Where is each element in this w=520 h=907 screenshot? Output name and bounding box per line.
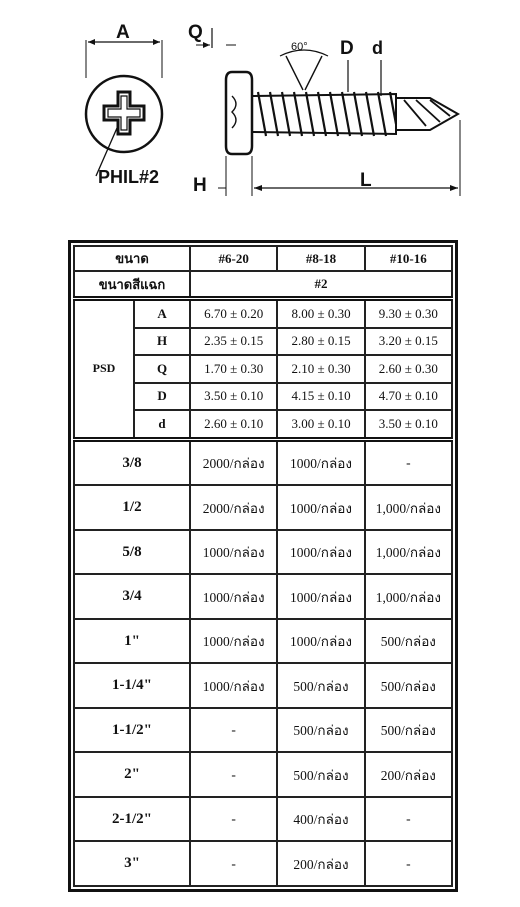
qty-cell: 1000/กล่อง [277,485,364,530]
dim-value: 1.70 ± 0.30 [190,355,277,383]
qty-cell: - [365,439,452,485]
length-label: 3" [74,841,190,886]
drill-label: ขนาดสีแฉก [74,271,190,298]
screw-technical-drawing [0,0,520,215]
qty-cell: 500/กล่อง [365,708,452,753]
size-10-16: #10-16 [365,246,452,271]
length-label: 2" [74,752,190,797]
dim-value: 3.00 ± 0.10 [277,410,364,439]
qty-cell: 400/กล่อง [277,797,364,842]
drill-value: #2 [190,271,452,298]
qty-cell: 2000/กล่อง [190,485,277,530]
table-row [74,619,452,664]
dim-value: 2.35 ± 0.15 [190,328,277,356]
dim-value: 3.50 ± 0.10 [190,383,277,411]
dim-value: 2.60 ± 0.30 [365,355,452,383]
qty-cell: - [190,797,277,842]
dim-label: A [134,298,190,327]
qty-cell: - [190,708,277,753]
qty-cell: - [190,752,277,797]
qty-cell: 1000/กล่อง [190,530,277,575]
dim-value: 8.00 ± 0.30 [277,298,364,327]
dim-value: 2.60 ± 0.10 [190,410,277,439]
qty-cell: 1000/กล่อง [277,574,364,619]
qty-cell: 1,000/กล่อง [365,574,452,619]
qty-cell: 1,000/กล่อง [365,530,452,575]
table-row [74,708,452,753]
label-H: H [193,175,207,196]
dim-label: H [134,328,190,356]
table-row [74,752,452,797]
qty-cell: 1000/กล่อง [277,530,364,575]
table-row [74,298,452,327]
qty-cell: 1000/กล่อง [277,439,364,485]
qty-cell: - [190,841,277,886]
label-phil: PHIL#2 [98,167,160,187]
length-label: 1" [74,619,190,664]
length-label: 2-1/2" [74,797,190,842]
dim-value: 2.80 ± 0.15 [277,328,364,356]
spec-table [73,245,453,887]
label-angle: 60° [291,41,308,53]
table-row [74,574,452,619]
label-D: D [340,38,354,59]
qty-cell: 500/กล่อง [365,663,452,708]
table-row [74,439,452,485]
dim-value: 9.30 ± 0.30 [365,298,452,327]
drill-row [74,271,452,298]
size-6-20: #6-20 [190,246,277,271]
label-L: L [360,170,372,191]
qty-cell: 200/กล่อง [365,752,452,797]
dim-label: d [134,410,190,439]
table-row [74,841,452,886]
qty-cell: - [365,797,452,842]
qty-cell: 500/กล่อง [277,708,364,753]
length-label: 5/8 [74,530,190,575]
qty-cell: 500/กล่อง [277,752,364,797]
qty-cell: 1000/กล่อง [190,574,277,619]
length-label: 1-1/4" [74,663,190,708]
qty-cell: 500/กล่อง [277,663,364,708]
qty-cell: 1000/กล่อง [190,619,277,664]
dim-label: Q [134,355,190,383]
qty-cell: 200/กล่อง [277,841,364,886]
dim-value: 4.70 ± 0.10 [365,383,452,411]
table-row [74,663,452,708]
size-8-18: #8-18 [277,246,364,271]
dim-value: 3.20 ± 0.15 [365,328,452,356]
length-label: 1/2 [74,485,190,530]
dim-value: 6.70 ± 0.20 [190,298,277,327]
dim-label: D [134,383,190,411]
qty-cell: - [365,841,452,886]
dim-value: 3.50 ± 0.10 [365,410,452,439]
dim-value: 4.15 ± 0.10 [277,383,364,411]
psd-label: PSD [74,298,134,439]
table-row [74,485,452,530]
qty-cell: 1000/กล่อง [190,663,277,708]
phillips-cross [104,92,144,134]
length-label: 3/4 [74,574,190,619]
dim-value: 2.10 ± 0.30 [277,355,364,383]
qty-cell: 2000/กล่อง [190,439,277,485]
size-label: ขนาด [74,246,190,271]
length-label: 3/8 [74,439,190,485]
qty-cell: 1,000/กล่อง [365,485,452,530]
spec-table-frame [68,240,458,892]
label-Q: Q [188,22,203,43]
header-row [74,246,452,271]
label-d: d [372,38,383,58]
screw-head-side-view [226,72,252,154]
qty-cell: 1000/กล่อง [277,619,364,664]
table-row [74,530,452,575]
table-row [74,797,452,842]
length-label: 1-1/2" [74,708,190,753]
qty-cell: 500/กล่อง [365,619,452,664]
label-A: A [116,22,130,43]
